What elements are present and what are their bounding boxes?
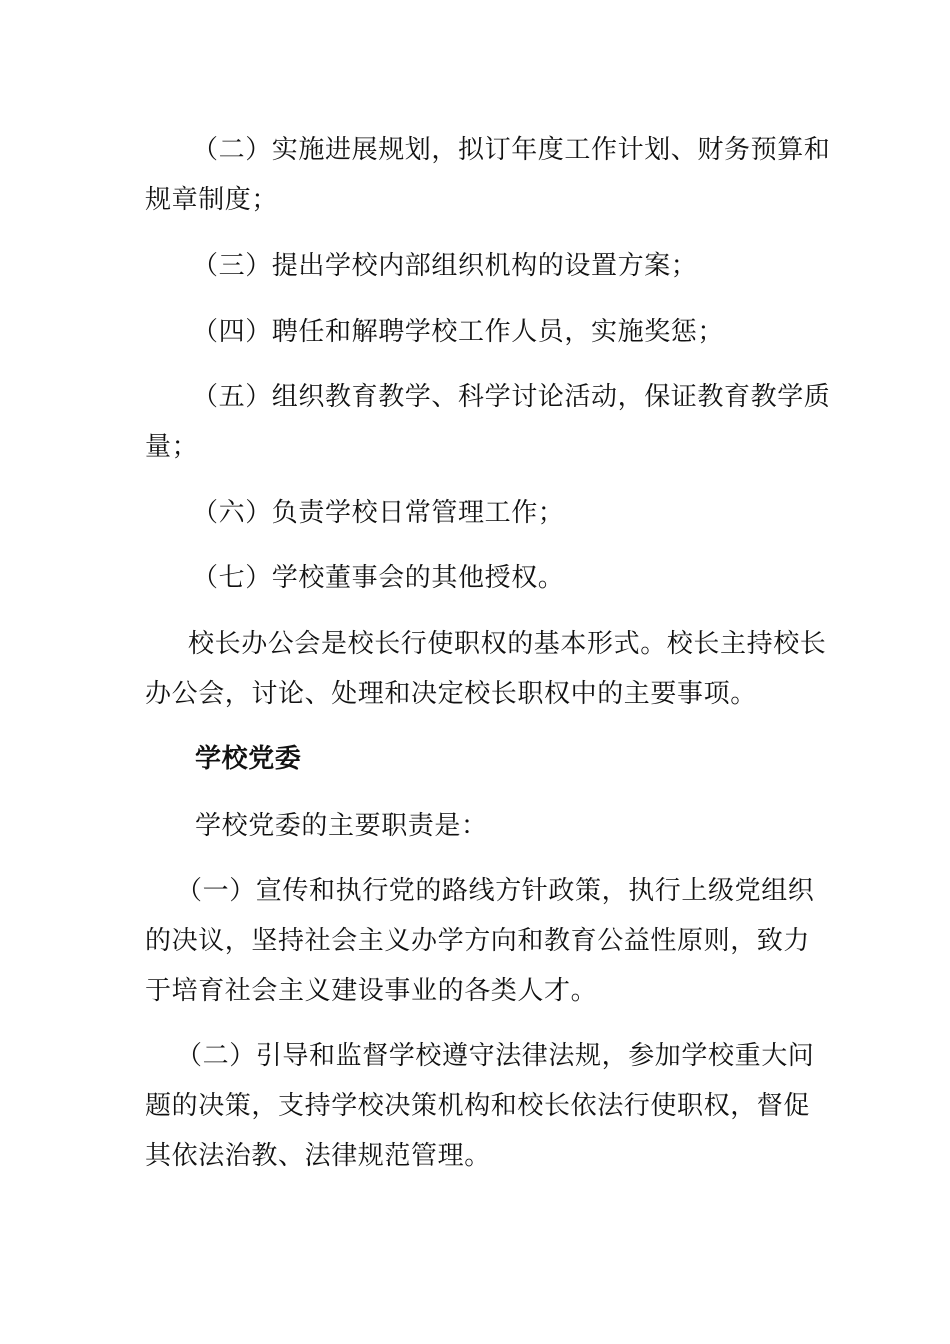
paragraph-line: （二）实施进展规划，拟订年度工作计划、财务预算和 xyxy=(192,135,831,165)
paragraph-line: 其依法治教、法律规范管理。 xyxy=(145,1141,491,1171)
paragraph-line: （三）提出学校内部组织机构的设置方案； xyxy=(192,251,698,281)
paragraph-line: 规章制度； xyxy=(145,185,279,215)
paragraph-line: 学校党委的主要职责是： xyxy=(195,811,488,841)
paragraph-line: 于培育社会主义建设事业的各类人才。 xyxy=(145,976,598,1006)
paragraph-line: （五）组织教育教学、科学讨论活动，保证教育教学质 xyxy=(192,382,831,412)
paragraph-line: 的决议，坚持社会主义办学方向和教育公益性原则，致力 xyxy=(145,926,811,956)
paragraph-line: 办公会，讨论、处理和决定校长职权中的主要事项。 xyxy=(145,679,757,709)
paragraph-line: 量； xyxy=(145,432,199,462)
paragraph-line: 题的决策，支持学校决策机构和校长依法行使职权，督促 xyxy=(145,1091,811,1121)
paragraph-line: （七）学校董事会的其他授权。 xyxy=(192,563,565,593)
paragraph-line: （四）聘任和解聘学校工作人员，实施奖惩； xyxy=(192,317,725,347)
paragraph-line: （一）宣传和执行党的路线方针政策，执行上级党组织 xyxy=(176,876,815,906)
paragraph-line: 校长办公会是校长行使职权的基本形式。校长主持校长 xyxy=(188,629,827,659)
paragraph-line: （二）引导和监督学校遵守法律法规，参加学校重大问 xyxy=(176,1041,815,1071)
paragraph-line: （六）负责学校日常管理工作； xyxy=(192,498,565,528)
section-heading: 学校党委 xyxy=(195,744,302,774)
